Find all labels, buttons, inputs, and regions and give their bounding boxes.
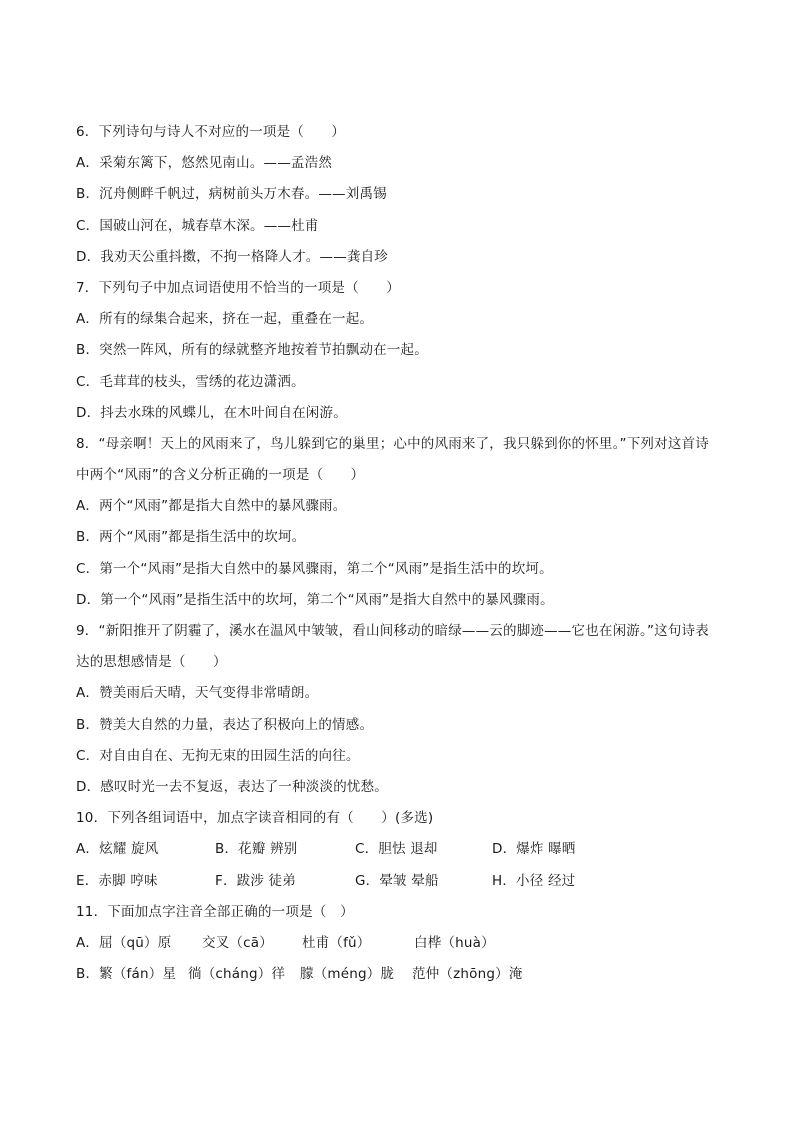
pinyin-item: B．繁（fán）星: [76, 966, 177, 983]
option-c: C．对自由自在、无拘无束的田园生活的向往。: [76, 747, 360, 764]
question-6-stem: [76, 117, 736, 148]
option-h: H．小径 经过: [492, 872, 576, 889]
pinyin-item: 交叉（cā）: [202, 934, 273, 951]
question-number: 6．: [76, 124, 99, 140]
question-11-stem: [76, 897, 736, 928]
pinyin-item: 朦（méng）胧: [300, 966, 395, 983]
option-b: B．突然一阵风，所有的绿就整齐地按着节拍飘动在一起。: [76, 342, 428, 359]
option-c: C．毛茸茸的枝头，雪绣的花边潇洒。: [76, 373, 305, 390]
question-number: 11．: [76, 903, 108, 920]
option-e: E．赤脚 哼味: [76, 872, 158, 889]
question-text: 下列各组词语中，加点字读音相同的有（ ）(多选): [107, 810, 434, 827]
option-d: D．我劝天公重抖擞，不拘一格降人才。——龚自珍: [76, 248, 388, 265]
question-text: “新阳推开了阴霾了，溪水在温风中皱皱，看山间移动的暗绿——云的脚迹——它也在闲游。”这句诗表: [98, 623, 709, 639]
option-d: D．第一个“风雨”是指生活中的坎坷，第二个“风雨”是指大自然中的暴风骤雨。: [76, 591, 554, 608]
question-7-stem: [76, 273, 736, 304]
option-b: B．花瓣 辨别: [215, 841, 298, 858]
option-c: C．第一个“风雨”是指大自然中的暴风骤雨，第二个“风雨”是指生活中的坎坷。: [76, 560, 553, 577]
option-a: A．炫耀 旋风: [76, 841, 159, 858]
option-b: B．两个“风雨”都是指生活中的坎坷。: [76, 529, 306, 546]
question-9-stem-continued: 达的思想感情是（ ）: [76, 654, 227, 671]
question-text: “母亲啊！天上的风雨来了，鸟儿躲到它的巢里；心中的风雨来了，我只躲到你的怀里。”下列对这首诗: [98, 435, 709, 452]
option-a: A．所有的绿集合起来，挤在一起，重叠在一起。: [76, 311, 374, 328]
option-a: A．两个“风雨”都是指大自然中的暴风骤雨。: [76, 498, 347, 515]
question-content: [76, 117, 736, 990]
question-text: 下列诗句与诗人不对应的一项是（ ）: [98, 124, 346, 140]
option-d: D．感叹时光一去不复返，表达了一种淡淡的忧愁。: [76, 778, 388, 795]
question-9-stem: [76, 616, 736, 647]
option-b: B．赞美大自然的力量，表达了积极向上的情感。: [76, 716, 374, 733]
question-text: 下列句子中加点词语使用不恰当的一项是（ ）: [98, 279, 400, 296]
option-g: G．晕皱 晕船: [355, 872, 439, 889]
pinyin-item: 徜（cháng）徉: [188, 966, 286, 983]
question-8-stem: [76, 429, 736, 460]
option-f: F．跋涉 徒弟: [215, 872, 296, 889]
option-b: B．沉舟侧畔千帆过，病树前头万木春。——刘禹锡: [76, 186, 387, 203]
question-number: 7．: [76, 279, 99, 296]
question-8-stem-continued: 中两个“风雨”的含义分析正确的一项是（ ）: [76, 467, 365, 484]
question-number: 9．: [76, 623, 99, 639]
option-d: D．抖去水珠的风蝶儿，在木叶间自在闲游。: [76, 404, 347, 421]
pinyin-item: 杜甫（fǔ）: [302, 934, 371, 951]
question-number: 8．: [76, 435, 99, 452]
option-b: [76, 959, 736, 990]
option-grid-row: [76, 834, 736, 865]
question-text: 下面加点字注音全部正确的一项是（ ）: [107, 903, 354, 920]
option-d: D．爆炸 曝晒: [492, 841, 576, 858]
option-a: [76, 928, 736, 959]
pinyin-item: 范仲（zhōng）淹: [412, 966, 523, 983]
option-a: A．采菊东篱下，悠然见南山。——孟浩然: [76, 155, 333, 172]
option-c: C．国破山河在，城春草木深。——杜甫: [76, 217, 319, 234]
option-c: C．胆怯 退却: [355, 841, 438, 858]
pinyin-item: A．屈（qū）原: [76, 934, 172, 951]
pinyin-item: 白桦（huà）: [414, 934, 495, 951]
option-grid-row: [76, 866, 736, 897]
question-number: 10．: [76, 810, 108, 827]
option-a: A．赞美雨后天晴，天气变得非常晴朗。: [76, 685, 319, 702]
question-10-stem: [76, 803, 736, 834]
